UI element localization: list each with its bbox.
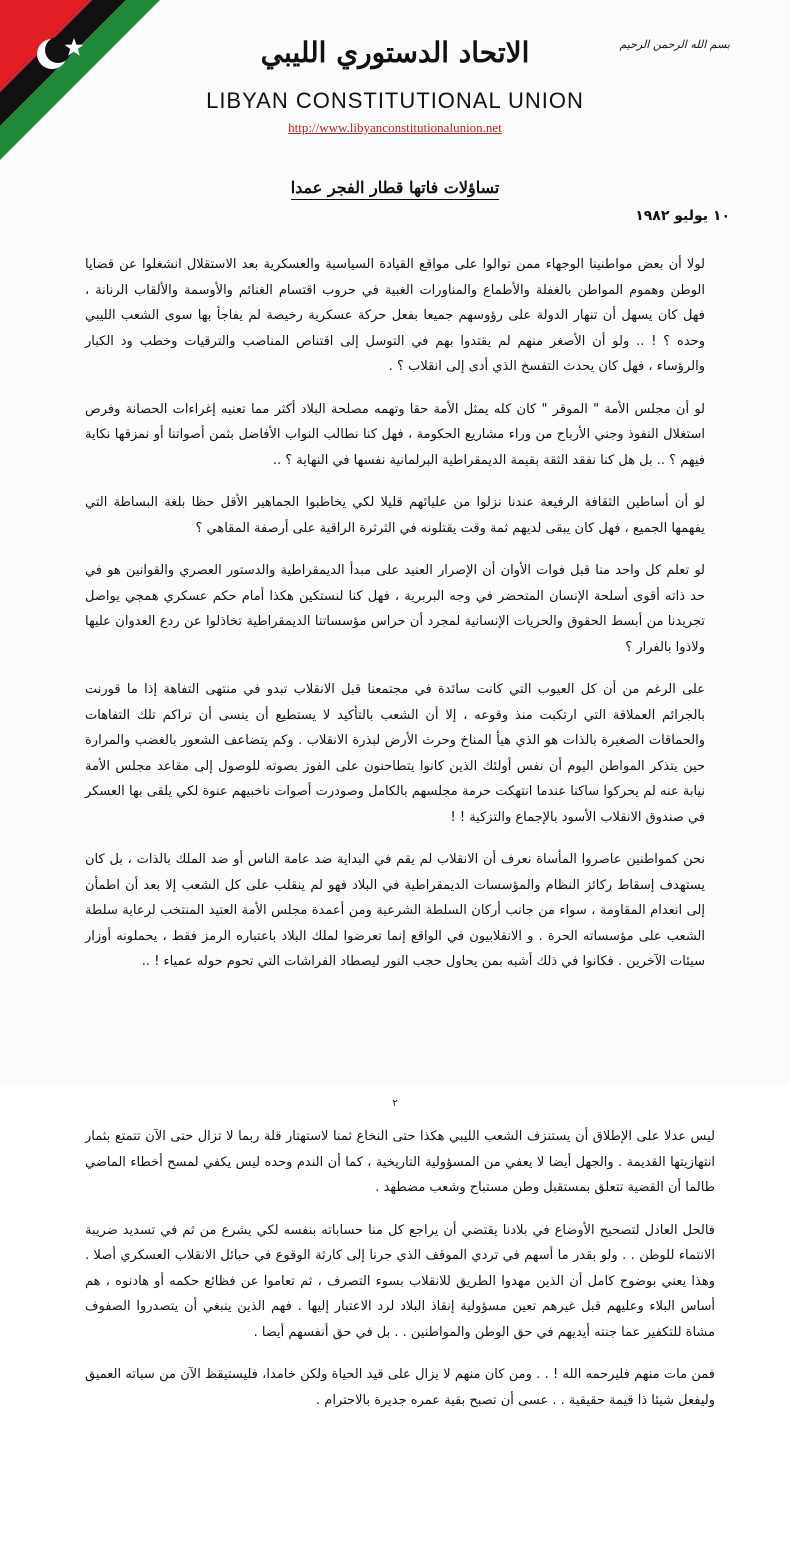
paragraph: ليس عدلا على الإطلاق أن يستنزف الشعب الليبي هكذا حتى النخاع ثمنا لاستهتار قلة ربما لا تزال حتى الآن تتمتع بثمار انتهازيتها القديمة . والجهل أيضا لا يعفي من المسؤولية التاريخية ، كما أن الندم وحده ليس يكفي لمسح أخطاء الماضي طالما أن القضية تتعلق بمستقبل وطن مستباح وشعب مضطهد . [85,1129,715,1195]
bismillah: بسم الله الرحمن الرحيم [619,38,730,51]
article-date: ١٠ يوليو ١٩٨٢ [635,208,730,224]
paragraph: على الرغم من أن كل العيوب التي كانت سائدة في مجتمعنا قبل الانقلاب تبدو في منتهى التفاهة إذا ما قورنت بالجرائم العملاقة التي ارتكبت منذ وقوعه ، إلا أن الشعب بالتأكيد لا يستطيع أن ينسى أن تراكم تلك التفاهات والحماقات الصغيرة بالذات هو الذي هيأ المناخ وحرث الأرض لبذرة الانقلاب . وكم يتضاعف الشعور بالغضب والمرارة حين يتذكر المواطن اليوم أن نفس أولئك الذين كانوا يتطاحنون على الفوز بصوته للوصول إلى مقاعد مجلس الأمة نيابة عنه لم يحركوا ساكنا عندما انتهكت حرمة مجلسهم بالكامل وصودرت أصوات ناخبيهم عنوة لكي يلقى بها العسكر في صندوق الانقلاب الأسود بالإجماع والتزكية ! ! [85,682,705,825]
paragraph: لو تعلم كل واحد منا قبل فوات الأوان أن الإصرار العنيد على مبدأ الديمقراطية والدستور العصري والقوانين هو في حد ذاته أقوى أسلحة الإنسان المتحضر في وجه البربرية ، فهل كنا لنستكين هكذا أمام حكم عسكري همجي يواصل تجريدنا من أبسط الحقوق والحريات الإنسانية لمجرد أن حراس مؤسساتنا الديمقراطية تخاذلوا عن ردع العدوان عليها ولاذوا بالفرار ؟ [85,563,705,655]
article-body-page-1 [85,252,705,992]
paragraph: لولا أن بعض مواطنينا الوجهاء ممن توالوا على مواقع القيادة السياسية والعسكرية بعد الاستقلال انشغلوا عن قضايا الوطن وهموم المواطن بالغفلة والأطماع والمناورات الغبية في حروب اقتسام الغنائم والأوسمة والألقاب الرنانة ، فهل كان يسهل أن تنهار الدولة على رؤوسهم جميعا بفعل حركة عسكرية رخيصة لم يفاجأ بها سوى الشعب الليبي وحده ؟ ! .. ولو أن الأصغر منهم لم يقتدوا بهم في التوسل إلى اقتناص المناصب والترقيات وخطب ود الكبار والرؤساء ، فهل كان يحدث التفسخ الذي أدى إلى انقلاب ؟ . [85,257,705,374]
organization-name-english: LIBYAN CONSTITUTIONAL UNION [206,88,584,113]
organization-name-arabic: الاتحاد الدستوري الليبي [260,36,530,69]
paragraph: نحن كمواطنين عاصروا المأساة نعرف أن الانقلاب لم يقم في البداية ضد عامة الناس أو ضد الملك بالذات ، بل كان يستهدف إسقاط ركائز النظام والمؤسسات الديمقراطية في البلاد فهو لم ينقلب على كل الشعب إلا بعد أن اطمأن إلى انعدام المقاومة ، سواء من جانب أركان السلطة الشرعية ومن أعمدة مجلس الأمة العتيد المنتخب لرعاية سلطة الشعب على مؤسساته الحرة . و الانقلابيون في الواقع إنما تعرضوا لملك البلاد باعتباره الرمز فقط ، يحملونه أوزار سيئات الآخرين . فكانوا في ذلك أشبه بمن يحاول حجب النور ليصطاد الفراشات التي تحوم حوله عمياء ! .. [85,852,705,969]
website-link[interactable]: http://www.libyanconstitutionalunion.net [288,120,502,135]
libya-flag-icon [0,0,160,160]
article-body-page-2 [85,1124,715,1430]
paragraph: فالحل العادل لتصحيح الأوضاع في بلادنا يقتضي أن يراجع كل منا حساباته بنفسه لكي يشرع من ثم في تسديد ضريبة الانتماء للوطن . . ولو بقدر ما أسهم في تردي الموقف الذي جرنا إلى كارثة الوقوع في حبائل الانقلاب العسكري أصلا . وهذا يعني بوضوح كامل أن الذين مهدوا الطريق للانقلاب بسوء التصرف ، ثم تعاموا عن فظائع حكمه أو هادنوه ، هم أساس البلاء وعليهم قبل غيرهم تعين مسؤولية إنقاذ البلاد لرد الاعتبار إليها . فهم الذين ينبغي أن يتصدروا الصفوف مشاة للتكفير عما جنته أيديهم في حق الوطن والمواطنين . . بل في حق أنفسهم أيضا . [85,1222,715,1340]
page-number: ٢ [392,1098,398,1109]
article-title-text: تساؤلات فاتها قطار الفجر عمدا [291,178,500,200]
article-title [0,178,790,197]
paragraph: لو أن أساطين الثقافة الرفيعة عندنا نزلوا من عليائهم قليلا لكي يخاطبوا الجماهير الأقل حظا بلغة البساطة التي يفهمها الجميع ، فهل كان يبقى لديهم ثمة وقت يقتلونه في الثرثرة الراقية على أرصفة المقاهي ؟ [85,495,705,536]
paragraph: لو أن مجلس الأمة " الموقر " كان كله يمثل الأمة حقا وتهمه مصلحة البلاد أكثر مما تعنيه إغراءات الحصانة وفرص استغلال النفوذ وجني الأرباح من وراء مشاريع الحكومة ، فهل كنا نطالب النواب الأفاضل بثمن أصواتنا أو نمزقها نكاية فيهم ؟ .. بل هل كنا نفقد الثقة بقيمة الديمقراطية البرلمانية نفسها في النهاية ؟ .. [85,401,705,468]
paragraph: فمن مات منهم فليرحمه الله ! . . ومن كان منهم لا يزال على قيد الحياة ولكن خامدا، فليستيقظ الآن من سباته العميق وليفعل شيئا ذا قيمة حقيقية . . عسى أن تصبح بقية عمره جديرة بالاحترام . [85,1367,715,1408]
